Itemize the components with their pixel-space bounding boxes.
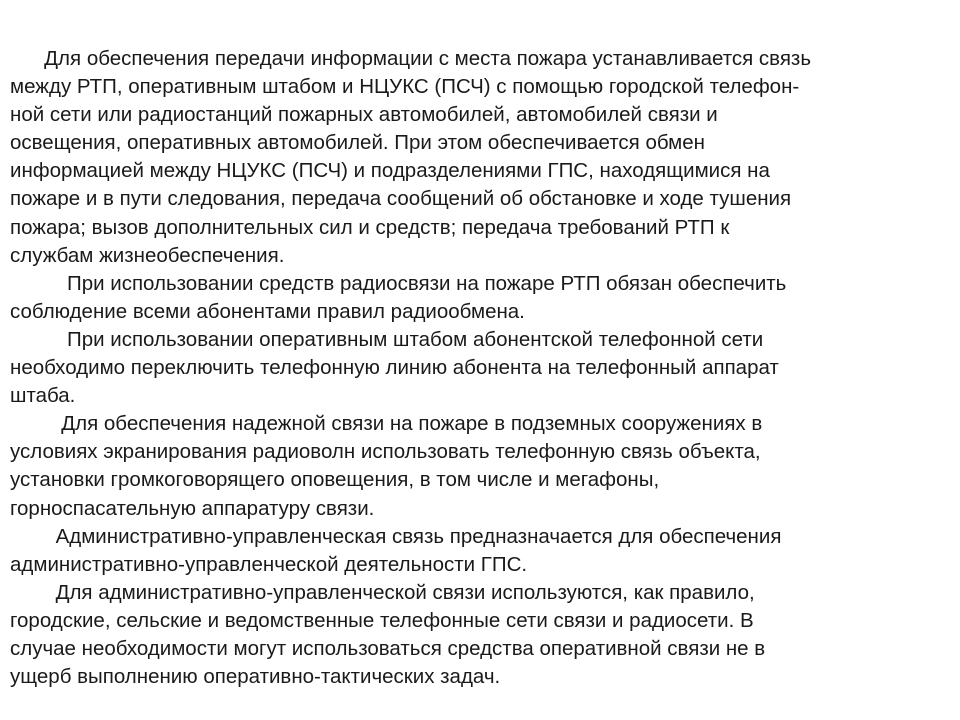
text-line: пожара; вызов дополнительных сил и средств; передача требований РТП к [10, 215, 730, 239]
text-line: административно-управленческой деятельности ГПС. [10, 552, 528, 576]
paragraph-telephone-switching [10, 326, 940, 410]
text-line: информацией между НЦУКС (ПСЧ) и подразделениями ГПС, находящимися на [10, 159, 770, 183]
text-line: службам жизнеобеспечения. [10, 243, 285, 267]
paragraph-administrative-networks [10, 579, 940, 691]
text-line: случае необходимости могут использоваться средства оперативной связи не в [10, 636, 766, 660]
body-text [10, 45, 940, 691]
text-line: освещения, оперативных автомобилей. При этом обеспечивается обмен [10, 131, 705, 155]
text-line: Для обеспечения надежной связи на пожаре в подземных сооружениях в [10, 412, 763, 436]
text-line: ной сети или радиостанций пожарных автомобилей, автомобилей связи и [10, 103, 718, 127]
text-line: Для административно-управленческой связи используются, как правило, [10, 580, 755, 604]
text-line: штаба. [10, 384, 76, 408]
text-line: необходимо переключить телефонную линию абонента на телефонный аппарат [10, 356, 779, 380]
text-line: между РТП, оперативным штабом и НЦУКС (ПСЧ) с помощью городской телефон- [10, 75, 800, 99]
text-line: ущерб выполнению оперативно-тактических задач. [10, 665, 501, 689]
paragraph-underground-communication [10, 410, 940, 522]
paragraph-administrative-communication [10, 523, 940, 579]
text-line: Для обеспечения передачи информации с места пожара устанавливается связь [10, 47, 812, 70]
text-line: горноспасательную аппаратуру связи. [10, 496, 375, 520]
text-line: При использовании средств радиосвязи на пожаре РТП обязан обеспечить [10, 271, 787, 295]
text-line: пожаре и в пути следования, передача сообщений об обстановке и ходе тушения [10, 187, 792, 211]
text-line: условиях экранирования радиоволн использовать телефонную связь объекта, [10, 440, 761, 464]
paragraph-communication-means [10, 45, 940, 270]
text-line: При использовании оперативным штабом абонентской телефонной сети [10, 327, 764, 351]
paragraph-radio-rules [10, 270, 940, 326]
text-line: установки громкоговорящего оповещения, в том числе и мегафоны, [10, 468, 660, 492]
text-line: городские, сельские и ведомственные телефонные сети связи и радиосети. В [10, 608, 754, 632]
text-line: соблюдение всеми абонентами правил радиообмена. [10, 299, 525, 323]
text-line: Административно-управленческая связь предназначается для обеспечения [10, 524, 782, 548]
